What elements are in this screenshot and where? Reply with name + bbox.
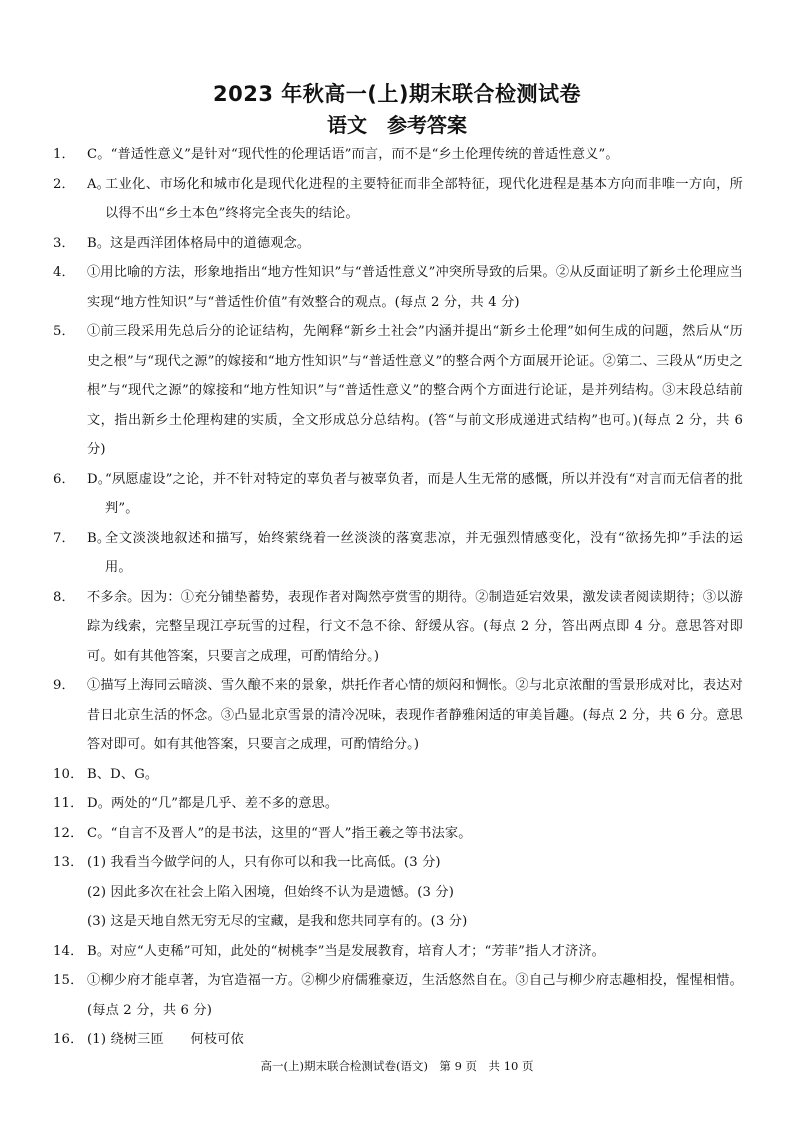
answer-11 — [53, 789, 743, 819]
answer-text: C。“普适性意义”是针对“现代性的伦理话语”而言，而不是“乡土伦理传统的普适性意义”。 — [87, 147, 619, 162]
answer-7 — [53, 524, 743, 583]
answer-text: ①用比喻的方法，形象地指出“地方性知识”与“普适性意义”冲突所导致的后果。②从反面证明了新乡土伦理应当实现“地方性知识”与“普适性价值”有效整合的观点。(每点 2 分，共 4 分) — [87, 265, 743, 310]
answer-15 — [53, 966, 743, 1025]
answer-line: (1) 我看当今做学问的人，只有你可以和我一比高低。(3 分) — [87, 855, 441, 870]
answer-number: 9． — [53, 678, 75, 693]
answer-6 — [53, 465, 743, 524]
answer-choice: A。 — [87, 176, 111, 192]
answer-number: 14． — [53, 943, 84, 959]
answer-number: 8． — [53, 589, 75, 605]
answer-text: ①描写上海同云暗淡、雪久酿不来的景象，烘托作者心情的烦闷和惆怅。②与北京浓酣的雪景形成对比，表达对昔日北京生活的怀念。③凸显北京雪景的清冷况味，表现作者静雅闲适的审美旨趣。(每点 2 分，共 6 分。意思答对即可。如有其他答案，只要言之成理，可酌情给分。) — [87, 678, 743, 752]
answer-text: 全文淡淡地叙述和描写，始终萦绕着一丝淡淡的落寞悲凉，并无强烈情感变化，没有“欲扬先抑”手法的运用。 — [105, 530, 743, 575]
answer-text: ①前三段采用先总后分的论证结构，先阐释“新乡土社会”内涵并提出“新乡土伦理”如何生成的问题，然后从“历史之根”与“现代之源”的嫁接和“地方性知识”与“普适性意义”的整合两个方面展开论证。②第二、三段从“历史之根”与“现代之源”的嫁接和“地方性知识”与“普适性意义”的整合两个方面进行论证，是并列结构。③末段总结前文，指出新乡土伦理构建的实质，全文形成总分总结构。(答“与前文形成递进式结构”也可。)(每点 2 分，共 6 分) — [87, 324, 743, 457]
answer-text: B、D、G。 — [87, 766, 159, 782]
answer-text: 工业化、市场化和城市化是现代化进程的主要特征而非全部特征，现代化进程是基本方向而非唯一方向，所以得不出“乡土本色”终将完全丧失的结论。 — [105, 176, 743, 221]
answer-text: B。对应“人吏稀”可知，此处的“树桃李”当是发展教育，培育人才；“芳菲”指人才济济。 — [87, 943, 606, 959]
answer-number: 15． — [53, 973, 84, 988]
answer-number: 1． — [53, 147, 75, 162]
answer-number: 2． — [53, 176, 75, 192]
answer-number: 13． — [53, 855, 84, 870]
answer-choice: D。 — [87, 471, 112, 487]
answer-12 — [53, 819, 743, 849]
answer-number: 7． — [53, 530, 75, 546]
answer-13 — [53, 848, 743, 937]
answer-number: 5． — [53, 324, 75, 339]
answer-5 — [53, 317, 743, 465]
answer-1 — [53, 140, 743, 170]
page-footer: 高一(上)期末联合检测试卷(语文) 第 9 页 共 10 页 — [260, 1059, 534, 1073]
answer-line: (3) 这是天地自然无穷无尽的宝藏，是我和您共同享有的。(3 分) — [87, 914, 468, 929]
answer-choice: B。 — [87, 530, 111, 546]
answer-16 — [53, 1025, 743, 1055]
answer-14 — [53, 937, 743, 967]
answer-text: 不多余。因为：①充分铺垫蓄势，表现作者对陶然亭赏雪的期待。②制造延宕效果，激发读者阅读期待；③以游踪为线索，完整呈现江亭玩雪的过程，行文不急不徐、舒缓从容。(每点 2 分，答出两点即 4 分。意思答对即可。如有其他答案，只要言之成理，可酌情给分。) — [87, 589, 743, 664]
answer-text: ①柳少府才能卓著，为官造福一方。②柳少府儒雅豪迈，生活悠然自在。③自己与柳少府志趣相投，惺惺相惜。(每点 2 分，共 6 分) — [87, 973, 743, 1018]
answer-number: 16． — [53, 1032, 84, 1047]
answer-4 — [53, 258, 743, 317]
answer-8 — [53, 583, 743, 672]
answer-number: 10． — [53, 766, 84, 782]
answer-text: “夙愿虚设”之论，并不针对特定的辜负者与被辜负者，而是人生无常的感慨，所以并没有“对言而无信者的批判”。 — [105, 471, 743, 516]
page-title: 2023 年秋高一(上)期末联合检测试卷 — [213, 82, 581, 106]
answer-3 — [53, 229, 743, 259]
answer-10 — [53, 760, 743, 790]
answer-text: D。两处的“几”都是几乎、差不多的意思。 — [87, 796, 339, 811]
answer-2 — [53, 170, 743, 229]
answer-9 — [53, 671, 743, 760]
answer-text: (1) 绕树三匝 何枝可依 — [87, 1032, 244, 1047]
answer-number: 6． — [53, 471, 75, 487]
answer-text: B。这是西洋团体格局中的道德观念。 — [87, 235, 311, 251]
answer-number: 11． — [53, 796, 84, 811]
answer-number: 12． — [53, 825, 84, 841]
answer-number: 3． — [53, 235, 75, 251]
answer-number: 4． — [53, 265, 75, 280]
answer-text: C。“自言不及晋人”的是书法，这里的“晋人”指王羲之等书法家。 — [87, 825, 472, 841]
answer-line: (2) 因此多次在社会上陷入困境，但始终不认为是遗憾。(3 分) — [87, 884, 455, 900]
answer-list — [53, 140, 743, 1055]
page-subtitle: 语文 参考答案 — [327, 113, 467, 137]
